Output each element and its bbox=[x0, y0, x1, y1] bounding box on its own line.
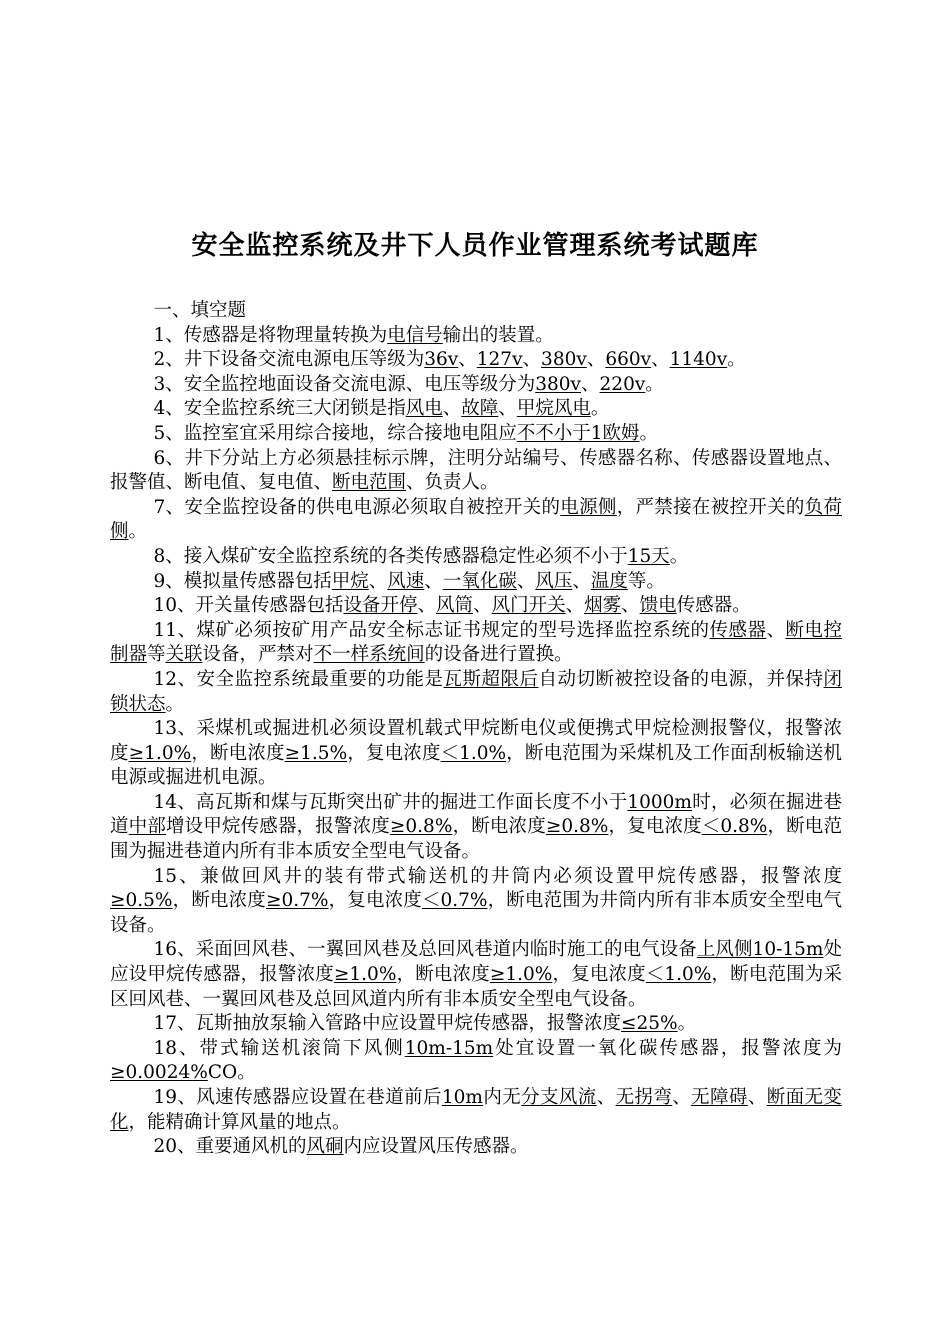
question-text: 、 bbox=[621, 595, 640, 617]
question-paragraph bbox=[110, 865, 842, 939]
answer-text: 不不小于1欧姆 bbox=[516, 422, 640, 444]
answer-text: 断面无变化 bbox=[110, 1087, 842, 1133]
answer-text: 380v bbox=[541, 349, 587, 371]
question-text: 增设甲烷传感器，报警浓度 bbox=[166, 816, 390, 838]
answer-text: 烟雾 bbox=[584, 595, 622, 617]
answer-text: 1000m bbox=[627, 791, 692, 813]
answer-text: 闭锁状态 bbox=[110, 668, 842, 715]
question-text: 处应设甲烷传感器，报警浓度 bbox=[110, 939, 843, 986]
question-text: 设备，严禁对 bbox=[202, 644, 314, 666]
question-text: 、 bbox=[572, 570, 591, 592]
answer-text: 660v bbox=[605, 349, 652, 371]
question-text: 、 bbox=[498, 398, 517, 420]
question-text: 。 bbox=[165, 693, 185, 715]
answer-text: ≥0.8% bbox=[545, 816, 609, 838]
question-text: 1、传感器是将物理量转换为 bbox=[153, 324, 388, 346]
question-text: 、 bbox=[458, 349, 477, 371]
question-text: 8、接入煤矿安全监控系统的各类传感器稳定性必须不小于 bbox=[153, 545, 628, 567]
answer-text: 关联 bbox=[165, 644, 203, 666]
question-text: 6、井下分站上方必须悬挂标示牌，注明分站编号、传感器名称、传感器设置地点、报警值、断电值、复电值、 bbox=[110, 447, 842, 494]
answer-text: 断电范围 bbox=[332, 472, 407, 494]
question-text: 20、重要通风机的 bbox=[153, 1136, 307, 1158]
question-text: ，断电浓度 bbox=[452, 816, 546, 838]
question-paragraph bbox=[110, 1012, 842, 1037]
question-text: 传感器。 bbox=[676, 595, 751, 617]
question-text: 2、井下设备交流电源电压等级为 bbox=[153, 349, 425, 371]
question-text: 、 bbox=[586, 349, 606, 371]
question-paragraph bbox=[110, 619, 842, 668]
question-text: ，断电范围为井筒内所有非本质安全型电气设备。 bbox=[110, 890, 842, 936]
question-text: 一、填空题 bbox=[153, 300, 246, 321]
question-text: 5、监控室宜采用综合接地，综合接地电阻应 bbox=[153, 422, 517, 444]
answer-text: 风门开关 bbox=[491, 595, 566, 617]
question-text: 。 bbox=[677, 1013, 697, 1035]
question-text: ，断电浓度 bbox=[396, 964, 490, 986]
answer-text: 无障碍 bbox=[691, 1087, 748, 1108]
answer-text: 15天 bbox=[627, 545, 670, 567]
question-text: 、 bbox=[442, 398, 462, 420]
question-text: 、 bbox=[747, 1087, 767, 1108]
question-text: 、 bbox=[522, 349, 542, 371]
question-text: 。 bbox=[669, 545, 689, 567]
answer-text: 瓦斯超限后 bbox=[443, 668, 539, 690]
question-text: 。 bbox=[590, 398, 610, 420]
answer-text: ≥1.0% bbox=[128, 742, 192, 764]
answer-text: 一氧化碳 bbox=[442, 570, 517, 592]
question-text: 13、采煤机或掘进机必须设置机载式甲烷断电仪或便携式甲烷检测报警仪，报警浓度 bbox=[110, 718, 842, 764]
answer-text: 风电 bbox=[405, 398, 443, 420]
answer-text: ≤25% bbox=[621, 1013, 678, 1035]
question-text: 3、安全监控地面设备交流电源、电压等级分为 bbox=[153, 373, 536, 395]
question-text: 19、风速传感器应设置在巷道前后 bbox=[153, 1087, 442, 1108]
question-text: 14、高瓦斯和煤与瓦斯突出矿井的掘进工作面长度不小于 bbox=[153, 791, 628, 813]
question-text: 9、模拟量传感器包括 bbox=[153, 570, 332, 592]
answer-text: 220v bbox=[599, 373, 646, 395]
question-paragraph bbox=[110, 324, 842, 349]
answer-text: 127v bbox=[476, 349, 523, 371]
question-text: ，复电浓度 bbox=[328, 890, 422, 912]
answer-text: 风筒 bbox=[436, 595, 474, 617]
question-paragraph bbox=[110, 668, 842, 717]
question-text: 等。 bbox=[627, 570, 665, 592]
question-paragraph bbox=[110, 1037, 842, 1086]
question-text: 、负责人。 bbox=[406, 472, 499, 494]
answer-text: 1140v bbox=[669, 349, 728, 371]
question-paragraph bbox=[110, 496, 842, 545]
question-text: 17、瓦斯抽放泵输入管路中应设置甲烷传感器，报警浓度 bbox=[153, 1013, 622, 1035]
answer-text: 设备开停 bbox=[343, 595, 418, 617]
question-text: 16、采面回风巷、一翼回风巷及总回风巷道内临时施工的电气设备 bbox=[153, 939, 697, 961]
answer-text: 甲烷 bbox=[331, 570, 369, 592]
question-text: ，断电范围为掘进巷道内所有非本质安全型电气设备。 bbox=[110, 816, 842, 863]
question-text: 自动切断被控设备的电源，并保持 bbox=[538, 668, 824, 690]
question-text: 。 bbox=[645, 373, 664, 395]
question-text: 的设备进行置换。 bbox=[424, 644, 573, 666]
answer-text: 甲烷风电 bbox=[516, 398, 591, 420]
question-text: 内应设置风压传感器。 bbox=[343, 1136, 529, 1158]
question-text: 18、带式输送机滚筒下风侧 bbox=[153, 1037, 405, 1059]
question-text: 、 bbox=[581, 373, 600, 395]
question-paragraph bbox=[110, 545, 842, 570]
question-text: 时，必须在掘进巷道 bbox=[110, 791, 842, 838]
question-text: 、 bbox=[424, 570, 443, 592]
question-text: ，能精确计算风量的地点。 bbox=[128, 1111, 351, 1133]
answer-text: 电信号 bbox=[387, 324, 443, 346]
question-text: 11、煤矿必须按矿用产品安全标志证书规定的型号选择监控系统的 bbox=[153, 619, 710, 641]
question-text: 。 bbox=[128, 521, 148, 543]
answer-text: ≥0.8% bbox=[389, 816, 453, 838]
answer-text: 馈电 bbox=[639, 595, 677, 617]
question-paragraph bbox=[110, 791, 842, 865]
answer-text: ＜0.8% bbox=[701, 816, 768, 838]
answer-text: ＜1.0% bbox=[645, 964, 712, 986]
question-text: 内无 bbox=[482, 1087, 522, 1108]
answer-text: 电源侧 bbox=[560, 496, 617, 518]
question-paragraph bbox=[110, 422, 842, 447]
question-text: 、 bbox=[651, 349, 670, 371]
question-text: 10、开关量传感器包括 bbox=[153, 595, 344, 617]
section-heading bbox=[110, 299, 842, 324]
question-text: 15、兼做回风井的装有带式输送机的井筒内必须设置甲烷传感器，报警浓度 bbox=[153, 865, 842, 887]
answer-text: 分支风流 bbox=[521, 1087, 597, 1108]
question-text: 、 bbox=[368, 570, 388, 592]
question-text: 。 bbox=[727, 349, 746, 371]
question-text: 、 bbox=[565, 595, 585, 617]
answer-text: 故障 bbox=[461, 398, 499, 420]
answer-text: 无拐弯 bbox=[615, 1087, 673, 1108]
question-paragraph bbox=[110, 397, 842, 422]
answer-text: ≥1.0% bbox=[333, 964, 397, 986]
question-text: 、 bbox=[417, 595, 437, 617]
question-text: 、 bbox=[473, 595, 492, 617]
question-text: ，断电范围为采煤机及工作面刮板输送机电源或掘进机电源。 bbox=[110, 742, 842, 789]
answer-text: ≥1.5% bbox=[284, 742, 348, 764]
document-body bbox=[110, 299, 842, 1160]
answer-text: ＜1.0% bbox=[440, 742, 507, 764]
question-text: ，复电浓度 bbox=[608, 816, 702, 838]
question-text: ，严禁接在被控开关的 bbox=[616, 496, 805, 518]
answer-text: 10m bbox=[441, 1087, 483, 1108]
question-text: 。 bbox=[639, 422, 659, 444]
question-text: 处宜设置一氧化碳传感器，报警浓度为 bbox=[493, 1037, 842, 1059]
answer-text: 10m-15m bbox=[404, 1037, 494, 1059]
question-paragraph bbox=[110, 594, 842, 619]
question-paragraph bbox=[110, 570, 842, 595]
answer-text: ≥0.7% bbox=[265, 890, 329, 912]
answer-text: 不一样系统间 bbox=[313, 644, 425, 666]
answer-text: ≥1.0% bbox=[489, 964, 553, 986]
answer-text: 风硐 bbox=[306, 1136, 344, 1158]
answer-text: 风压 bbox=[535, 570, 573, 592]
question-text: ，断电浓度 bbox=[191, 742, 285, 764]
answer-text: 传感器 bbox=[709, 619, 767, 641]
answer-text: 上风侧10-15m bbox=[696, 939, 824, 961]
question-paragraph bbox=[110, 938, 842, 1012]
question-text: 、 bbox=[596, 1087, 616, 1108]
answer-text: 风速 bbox=[387, 570, 425, 592]
question-paragraph bbox=[110, 348, 842, 373]
question-text: ，复电浓度 bbox=[552, 964, 646, 986]
question-text: 等 bbox=[147, 644, 166, 666]
answer-text: ≥0.0024% bbox=[110, 1062, 208, 1084]
question-paragraph bbox=[110, 1135, 842, 1160]
question-text: ，断电浓度 bbox=[172, 890, 266, 912]
question-text: 12、安全监控系统最重要的功能是 bbox=[153, 668, 444, 690]
answer-text: ≥0.5% bbox=[110, 890, 173, 912]
question-text: 4、安全监控系统三大闭锁是指 bbox=[153, 398, 406, 420]
question-paragraph bbox=[110, 1086, 842, 1135]
answer-text: 断电控制器 bbox=[110, 619, 842, 666]
question-text: CO。 bbox=[207, 1062, 256, 1084]
answer-text: 负荷侧 bbox=[110, 496, 842, 543]
question-text: ，复电浓度 bbox=[347, 742, 441, 764]
question-text: 、 bbox=[672, 1087, 692, 1108]
question-paragraph bbox=[110, 373, 842, 398]
answer-text: 温度 bbox=[590, 570, 628, 592]
question-text: 7、安全监控设备的供电电源必须取自被控开关的 bbox=[153, 496, 561, 518]
document-title: 安全监控系统及井下人员作业管理系统考试题库 bbox=[191, 231, 759, 261]
answer-text: ＜0.7% bbox=[421, 890, 488, 912]
question-paragraph bbox=[110, 447, 842, 496]
question-text: 、 bbox=[516, 570, 536, 592]
answer-text: 380v bbox=[535, 373, 582, 395]
answer-text: 中部 bbox=[128, 816, 166, 838]
question-text: 输出的装置。 bbox=[442, 324, 554, 346]
question-text: 、 bbox=[766, 619, 786, 641]
answer-text: 36v bbox=[424, 349, 459, 371]
question-paragraph bbox=[110, 717, 842, 791]
question-text: ，断电范围为采区回风巷、一翼回风巷及总回风道内所有非本质安全型电气设备。 bbox=[110, 964, 842, 1010]
